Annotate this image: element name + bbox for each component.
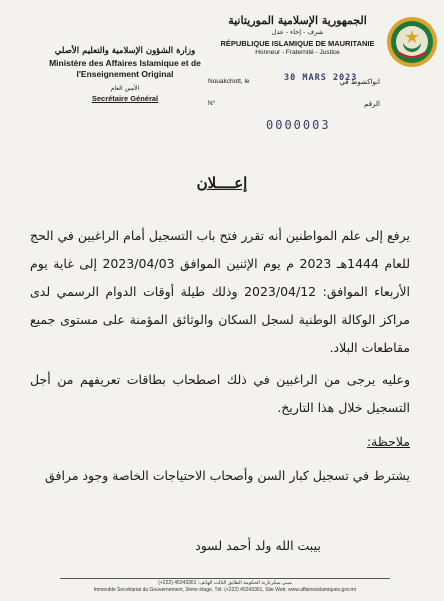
- announcement-paragraph-1: يرفع إلى علم المواطنين أنه تقرر فتح باب التسجيل أمام الراغبين في الحج للعام 1444هـ 2023 م يوم الإثنين الموافق 2023/04/03 إلى غاية يوم الأربعاء الموافق: 2023/04/12 وذلك طيلة أوقات الدوام الرسمي لدى مراكز الوكالة الوطنية لسجل السكان والوثائق المؤمنة على مستوى جميع مقاطعات البلاد.: [30, 228, 411, 355]
- note-label: ملاحظة:: [366, 434, 410, 449]
- number-row: [208, 100, 380, 132]
- country-name-fr: RÉPUBLIQUE ISLAMIQUE DE MAURITANIE: [220, 39, 375, 48]
- number-label-fr: N°: [208, 100, 216, 107]
- date-label-fr: Nouakchott, le: [208, 78, 250, 85]
- note-text: يشترط في تسجيل كبار السن وأصحاب الاحتياجات الخاصة وجود مرافق: [45, 468, 410, 483]
- republic-header: [210, 14, 385, 56]
- ministry-name-ar: وزارة الشؤون الإسلامية والتعليم الأصلي: [54, 46, 196, 56]
- motto-ar: شرف - إخاء - عدل: [271, 28, 324, 36]
- secretary-title-ar: الأمين العام: [110, 85, 140, 92]
- date-stamp: 30 MARS 2023: [284, 73, 358, 83]
- ministry-name-fr: Ministère des Affaires Islamique et de l'Enseignement Original: [49, 58, 201, 79]
- footer-divider: [60, 578, 390, 579]
- motto-fr: Honneur - Fraternité - Justice: [255, 49, 340, 56]
- signatory-name: بيبت الله ولد أحمد لسود: [195, 538, 321, 553]
- footer: [60, 580, 390, 594]
- announcement-body: [30, 222, 410, 490]
- mauritania-coat-of-arms-icon: [386, 16, 438, 68]
- date-label-ar: انواكشوط في: [339, 78, 380, 86]
- number-label-ar: الرقم: [364, 100, 380, 108]
- document-title: [0, 174, 444, 192]
- serial-number: 0000003: [266, 118, 331, 132]
- title-text: إعــــلان: [196, 174, 248, 192]
- country-name-ar: الجمهورية الإسلامية الموريتانية: [228, 14, 367, 27]
- footer-line-ar: مبنى سكرتارية الحكومة الطابق الثالث الهاتف: 45243361 (222+): [158, 580, 292, 586]
- announcement-paragraph-2: وعليه يرجى من الراغبين في ذلك اصطحاب بطاقات تعريفهم من أجل التسجيل خلال هذا التاريخ.: [30, 372, 410, 415]
- secretary-title-fr: Secrétaire Général: [91, 94, 159, 103]
- date-row: [208, 73, 380, 92]
- ministry-header: [40, 46, 210, 103]
- footer-line-fr: Immeuble Secrétariat du Gouvernement, 3ème étage, Tél: (+222) 45243361, Site Web: www.affairesislamiques.gov.mr: [93, 587, 357, 593]
